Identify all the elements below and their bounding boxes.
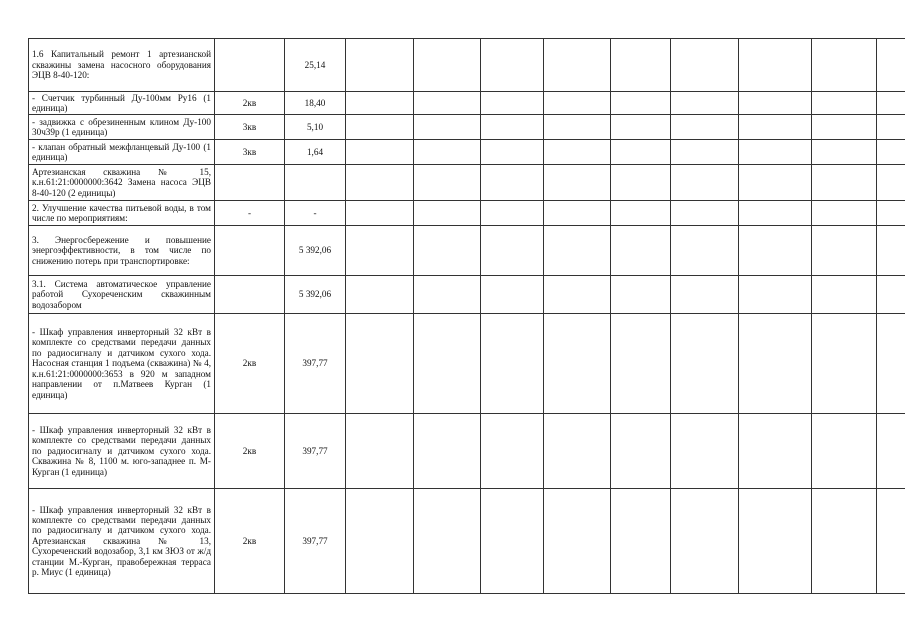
empty-cell bbox=[877, 314, 905, 414]
empty-cell bbox=[346, 489, 414, 594]
row-cost: 397,77 bbox=[285, 489, 346, 594]
empty-cell bbox=[611, 201, 671, 226]
empty-cell bbox=[346, 39, 414, 92]
empty-cell bbox=[346, 226, 414, 276]
row-period: 3кв bbox=[215, 140, 285, 165]
empty-cell bbox=[611, 92, 671, 115]
empty-cell bbox=[812, 201, 877, 226]
row-period: 2кв bbox=[215, 314, 285, 414]
empty-cell bbox=[414, 92, 481, 115]
empty-cell bbox=[739, 115, 812, 140]
empty-cell bbox=[671, 414, 739, 489]
row-cost: 18,40 bbox=[285, 92, 346, 115]
empty-cell bbox=[414, 276, 481, 314]
empty-cell bbox=[611, 414, 671, 489]
table-row bbox=[29, 201, 905, 226]
empty-cell bbox=[544, 140, 611, 165]
empty-cell bbox=[739, 165, 812, 201]
row-description: - Шкаф управления инверторный 32 кВт в комплекте со средствами передачи данных по радиосигналу и датчиком сухого хода. Артезианская скважина № 13, Сухореченский водозабор, 3,1 км ЗЮЗ от ж/д станции М.-Курган, правобережная терраса р. Миус (1 единица) bbox=[29, 489, 215, 594]
empty-cell bbox=[481, 92, 544, 115]
table-row bbox=[29, 140, 905, 165]
empty-cell bbox=[346, 115, 414, 140]
row-description: 3. Энергосбережение и повышение энергоэффективности, в том числе по снижению потерь при транспортировке: bbox=[29, 226, 215, 276]
empty-cell bbox=[481, 115, 544, 140]
empty-cell bbox=[739, 39, 812, 92]
empty-cell bbox=[812, 165, 877, 201]
empty-cell bbox=[671, 115, 739, 140]
empty-cell bbox=[877, 39, 905, 92]
empty-cell bbox=[544, 39, 611, 92]
empty-cell bbox=[481, 226, 544, 276]
empty-cell bbox=[739, 314, 812, 414]
empty-cell bbox=[812, 276, 877, 314]
empty-cell bbox=[544, 92, 611, 115]
empty-cell bbox=[812, 414, 877, 489]
empty-cell bbox=[877, 92, 905, 115]
empty-cell bbox=[481, 39, 544, 92]
empty-cell bbox=[544, 165, 611, 201]
empty-cell bbox=[544, 489, 611, 594]
empty-cell bbox=[611, 39, 671, 92]
empty-cell bbox=[414, 489, 481, 594]
row-period bbox=[215, 276, 285, 314]
empty-cell bbox=[414, 140, 481, 165]
row-cost: 5 392,06 bbox=[285, 276, 346, 314]
empty-cell bbox=[544, 414, 611, 489]
empty-cell bbox=[812, 92, 877, 115]
empty-cell bbox=[481, 165, 544, 201]
table-row bbox=[29, 115, 905, 140]
empty-cell bbox=[671, 201, 739, 226]
empty-cell bbox=[877, 140, 905, 165]
empty-cell bbox=[671, 92, 739, 115]
row-description: 2. Улучшение качества питьевой воды, в том числе по мероприятиям: bbox=[29, 201, 215, 226]
table-body bbox=[29, 39, 905, 594]
empty-cell bbox=[739, 414, 812, 489]
empty-cell bbox=[671, 314, 739, 414]
row-cost: 397,77 bbox=[285, 414, 346, 489]
empty-cell bbox=[346, 276, 414, 314]
empty-cell bbox=[812, 489, 877, 594]
empty-cell bbox=[481, 140, 544, 165]
empty-cell bbox=[544, 201, 611, 226]
row-description: 3.1. Система автоматическое управление работой Сухореченским скважинным водозабором bbox=[29, 276, 215, 314]
empty-cell bbox=[877, 115, 905, 140]
empty-cell bbox=[414, 314, 481, 414]
row-period: 3кв bbox=[215, 115, 285, 140]
empty-cell bbox=[812, 39, 877, 92]
row-cost: 5 392,06 bbox=[285, 226, 346, 276]
row-period bbox=[215, 165, 285, 201]
row-cost: 25,14 bbox=[285, 39, 346, 92]
empty-cell bbox=[739, 92, 812, 115]
row-description: - клапан обратный межфланцевый Ду-100 (1 единица) bbox=[29, 140, 215, 165]
empty-cell bbox=[671, 140, 739, 165]
empty-cell bbox=[544, 314, 611, 414]
empty-cell bbox=[544, 115, 611, 140]
empty-cell bbox=[877, 165, 905, 201]
row-description: - Счетчик турбинный Ду-100мм Ру16 (1 единица) bbox=[29, 92, 215, 115]
empty-cell bbox=[346, 201, 414, 226]
empty-cell bbox=[877, 414, 905, 489]
empty-cell bbox=[611, 276, 671, 314]
table-row bbox=[29, 92, 905, 115]
empty-cell bbox=[877, 226, 905, 276]
empty-cell bbox=[414, 39, 481, 92]
table-row bbox=[29, 489, 905, 594]
row-period bbox=[215, 39, 285, 92]
empty-cell bbox=[671, 489, 739, 594]
empty-cell bbox=[414, 226, 481, 276]
table-row bbox=[29, 414, 905, 489]
empty-cell bbox=[346, 165, 414, 201]
empty-cell bbox=[877, 276, 905, 314]
row-description: Артезианская скважина № 15, к.н.61:21:0000000:3642 Замена насоса ЭЦВ 8-40-120 (2 единицы) bbox=[29, 165, 215, 201]
empty-cell bbox=[671, 276, 739, 314]
row-cost: 1,64 bbox=[285, 140, 346, 165]
empty-cell bbox=[812, 115, 877, 140]
empty-cell bbox=[346, 140, 414, 165]
empty-cell bbox=[346, 92, 414, 115]
empty-cell bbox=[346, 414, 414, 489]
table-row bbox=[29, 39, 905, 92]
empty-cell bbox=[739, 140, 812, 165]
empty-cell bbox=[611, 314, 671, 414]
table-row bbox=[29, 276, 905, 314]
row-cost bbox=[285, 165, 346, 201]
row-description: - задвижка с обрезиненным клином Ду-100 30ч39р (1 единица) bbox=[29, 115, 215, 140]
empty-cell bbox=[481, 414, 544, 489]
empty-cell bbox=[812, 226, 877, 276]
empty-cell bbox=[877, 489, 905, 594]
row-period: - bbox=[215, 201, 285, 226]
empty-cell bbox=[611, 140, 671, 165]
empty-cell bbox=[812, 314, 877, 414]
empty-cell bbox=[671, 226, 739, 276]
row-period: 2кв bbox=[215, 414, 285, 489]
empty-cell bbox=[481, 201, 544, 226]
table-row bbox=[29, 226, 905, 276]
empty-cell bbox=[414, 201, 481, 226]
empty-cell bbox=[481, 314, 544, 414]
empty-cell bbox=[544, 226, 611, 276]
empty-cell bbox=[812, 140, 877, 165]
empty-cell bbox=[611, 165, 671, 201]
table-row bbox=[29, 314, 905, 414]
empty-cell bbox=[611, 115, 671, 140]
row-period bbox=[215, 226, 285, 276]
empty-cell bbox=[481, 276, 544, 314]
row-cost: - bbox=[285, 201, 346, 226]
empty-cell bbox=[739, 201, 812, 226]
empty-cell bbox=[671, 165, 739, 201]
empty-cell bbox=[346, 314, 414, 414]
empty-cell bbox=[877, 201, 905, 226]
row-period: 2кв bbox=[215, 92, 285, 115]
empty-cell bbox=[739, 489, 812, 594]
empty-cell bbox=[544, 276, 611, 314]
empty-cell bbox=[611, 489, 671, 594]
empty-cell bbox=[739, 276, 812, 314]
empty-cell bbox=[671, 39, 739, 92]
row-period: 2кв bbox=[215, 489, 285, 594]
row-description: - Шкаф управления инверторный 32 кВт в комплекте со средствами передачи данных по радиосигналу и датчиком сухого хода. Насосная станция 1 подъема (скважина) № 4, к.н.61:21:0000000:3653 в 920 м западном направлении от п.Матвеев Курган (1 единица) bbox=[29, 314, 215, 414]
row-cost: 397,77 bbox=[285, 314, 346, 414]
row-description: 1.6 Капитальный ремонт 1 артезианской скважины замена насосного оборудования ЭЦВ 8-40-120: bbox=[29, 39, 215, 92]
empty-cell bbox=[739, 226, 812, 276]
table-row bbox=[29, 165, 905, 201]
empty-cell bbox=[414, 414, 481, 489]
row-description: - Шкаф управления инверторный 32 кВт в комплекте со средствами передачи данных по радиосигналу и датчиком сухого хода. Скважина № 8, 1100 м. юго-западнее п. М-Курган (1 единица) bbox=[29, 414, 215, 489]
empty-cell bbox=[414, 165, 481, 201]
row-cost: 5,10 bbox=[285, 115, 346, 140]
empty-cell bbox=[481, 489, 544, 594]
works-table bbox=[28, 38, 905, 594]
empty-cell bbox=[611, 226, 671, 276]
empty-cell bbox=[414, 115, 481, 140]
